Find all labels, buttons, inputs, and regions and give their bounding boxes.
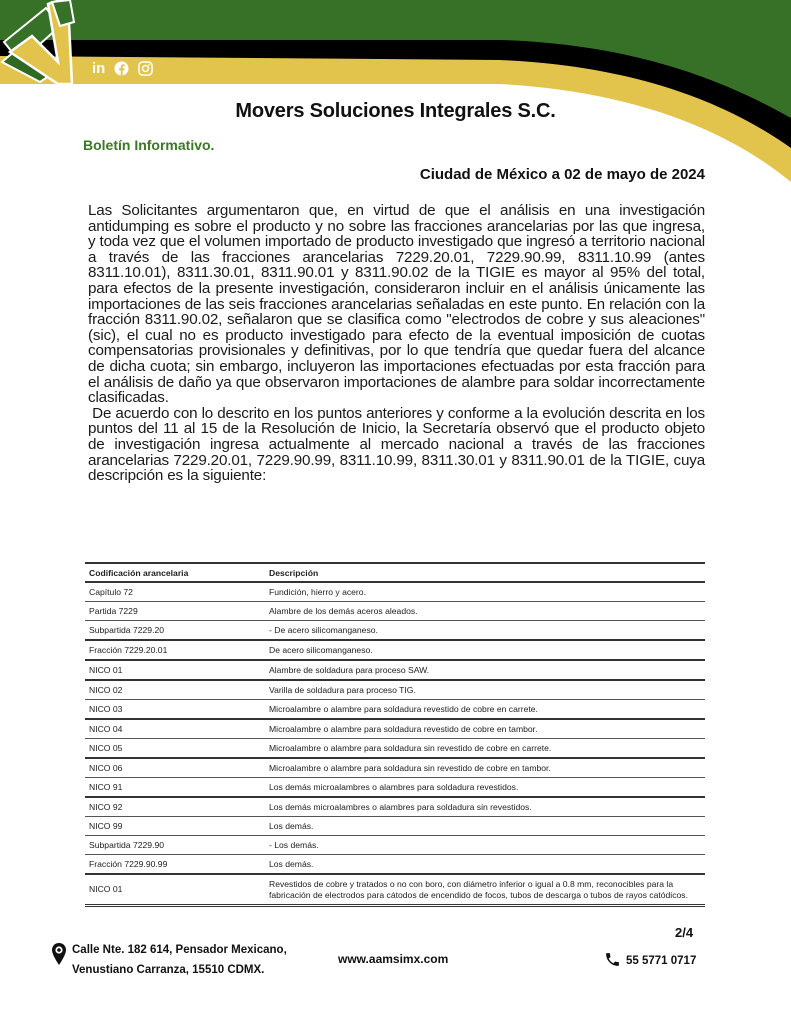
phone-icon	[604, 951, 621, 971]
table-row	[85, 602, 705, 621]
code-cell: NICO 91	[85, 778, 265, 798]
instagram-icon[interactable]	[138, 61, 153, 76]
linkedin-icon[interactable]: in	[92, 60, 106, 77]
column-header: Descripción	[265, 563, 705, 582]
table-row	[85, 680, 705, 700]
description-cell: - Los demás.	[265, 836, 705, 855]
code-cell: Subpartida 7229.20	[85, 621, 265, 641]
description-cell: Revestidos de cobre y tratados o no con boro, con diámetro inferior o igual a 0.8 mm, reconocibles para la fabricación de electrodos para cátodos de encendido de focos, tubos de descarga o tubos de rayos catódicos.	[265, 874, 705, 906]
company-title: Movers Soluciones Integrales S.C.	[235, 100, 556, 122]
description-cell: Alambre de los demás aceros aleados.	[265, 602, 705, 621]
social-links	[92, 60, 153, 77]
table-row	[85, 778, 705, 798]
address-line-1: Calle Nte. 182 614, Pensador Mexicano,	[72, 944, 287, 956]
code-cell: Capítulo 72	[85, 582, 265, 602]
table-header-row	[85, 563, 705, 582]
table-row	[85, 640, 705, 660]
column-header: Codificación arancelaria	[85, 563, 265, 582]
code-cell: NICO 92	[85, 797, 265, 817]
table-row	[85, 719, 705, 739]
description-cell: Fundición, hierro y acero.	[265, 582, 705, 602]
footer-phone	[604, 951, 696, 971]
code-cell: NICO 03	[85, 700, 265, 720]
description-cell: Microalambre o alambre para soldadura revestido de cobre en tambor.	[265, 719, 705, 739]
facebook-icon[interactable]	[114, 61, 129, 76]
table-row	[85, 855, 705, 875]
phone-number[interactable]: 55 5771 0717	[626, 955, 697, 967]
location-pin-icon	[52, 943, 66, 970]
table-row	[85, 739, 705, 759]
code-cell: Fracción 7229.20.01	[85, 640, 265, 660]
description-cell: Los demás.	[265, 855, 705, 875]
code-cell: Partida 7229	[85, 602, 265, 621]
table-row	[85, 758, 705, 778]
description-cell: Microalambre o alambre para soldadura sin revestido de cobre en carrete.	[265, 739, 705, 759]
bulletin-label: Boletín Informativo.	[83, 137, 215, 153]
code-cell: NICO 04	[85, 719, 265, 739]
table-row	[85, 660, 705, 680]
table-row	[85, 817, 705, 836]
description-cell: Microalambre o alambre para soldadura sin revestido de cobre en tambor.	[265, 758, 705, 778]
tariff-table	[85, 562, 705, 907]
body-text	[88, 202, 710, 485]
description-cell: Los demás microalambres o alambres para soldadura revestidos.	[265, 778, 705, 798]
code-cell: NICO 05	[85, 739, 265, 759]
dateline: Ciudad de México a 02 de mayo de 2024	[419, 166, 705, 183]
description-cell: Microalambre o alambre para soldadura revestido de cobre en carrete.	[265, 700, 705, 720]
description-cell: - De acero silicomanganeso.	[265, 621, 705, 641]
description-cell: De acero silicomanganeso.	[265, 640, 705, 660]
code-cell: Fracción 7229.90.99	[85, 855, 265, 875]
table-row	[85, 797, 705, 817]
page-number: 2/4	[675, 925, 694, 940]
table-row	[85, 621, 705, 641]
code-cell: NICO 01	[85, 660, 265, 680]
paragraph: Las Solicitantes argumentaron que, en virtud de que el análisis en una investigación antidumping es sobre el producto y no sobre las fracciones arancelarias por las que ingresa, y toda vez que el volumen importado de producto investigado que ingresó a territorio nacional a través de las fracciones arancelarias 7229.20.01, 7229.90.99, 8311.10.99 (antes 8311.10.01), 8311.30.01, 8311.90.01 y 8311.90.02 de la TIGIE es mayor al 95% del total, para efectos de la presente investigación, consideraron incluir en el análisis únicamente las importaciones de las seis fracciones arancelarias señaladas en este punto. En relación con la fracción 8311.90.02, señalaron que se clasifica como "electrodos de cobre y sus aleaciones" (sic), el cual no es producto investigado para efecto de la eventual imposición de cuotas compensatorias provisionales y definitivas, por lo que tendría que quedar fuera del alcance de dicha cuota; sin embargo, incluyeron las importaciones efectuadas por esta fracción para el análisis de daño ya que observaron importaciones de alambre para soldar incorrectamente clasificadas.	[88, 202, 705, 407]
code-cell: NICO 99	[85, 817, 265, 836]
description-cell: Varilla de soldadura para proceso TIG.	[265, 680, 705, 700]
address-line-2: Venustiano Carranza, 15510 CDMX.	[72, 964, 265, 976]
table-row	[85, 582, 705, 602]
table-row	[85, 874, 705, 906]
description-cell: Los demás microalambres o alambres para soldadura sin revestidos.	[265, 797, 705, 817]
website-link[interactable]: www.aamsimx.com	[338, 952, 449, 966]
description-cell: Alambre de soldadura para proceso SAW.	[265, 660, 705, 680]
paragraph: De acuerdo con lo descrito en los puntos anteriores y conforme a la evolución descrita en los puntos del 11 al 15 de la Resolución de Inicio, la Secretaría observó que el producto objeto de investigación ingresa actualmente al mercado nacional a través de las fracciones arancelarias 7229.20.01, 7229.90.99, 8311.10.99, 8311.30.01 y 8311.90.01 de la TIGIE, cuya descripción es la siguiente:	[88, 404, 710, 485]
description-cell: Los demás.	[265, 817, 705, 836]
table-row	[85, 836, 705, 855]
footer-address	[52, 943, 287, 980]
code-cell: NICO 06	[85, 758, 265, 778]
code-cell: Subpartida 7229.90	[85, 836, 265, 855]
table-row	[85, 700, 705, 720]
code-cell: NICO 01	[85, 874, 265, 906]
code-cell: NICO 02	[85, 680, 265, 700]
